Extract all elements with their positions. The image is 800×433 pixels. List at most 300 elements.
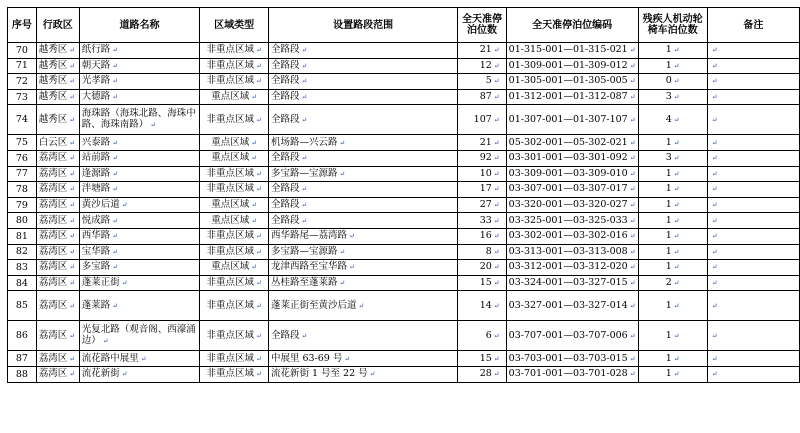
paragraph-mark-icon: ↵ [339,247,346,256]
cell-spots [458,228,506,244]
cell-spots [458,321,506,351]
cell-area-text: 非重点区域 [206,183,254,195]
paragraph-mark-icon: ↵ [629,201,636,210]
cell-area-text: 重点区域 [211,136,250,148]
header-district: 行政区 [36,8,79,43]
paragraph-mark-icon: ↵ [711,77,718,86]
cell-disabled-text: 1 [665,183,672,195]
cell-area [200,58,269,74]
cell-spots [458,89,506,105]
cell-area-text: 非重点区域 [206,299,254,311]
cell-code [506,182,638,198]
cell-range-text: 全路段 [270,152,300,164]
paragraph-mark-icon: ↵ [673,77,680,86]
paragraph-mark-icon: ↵ [629,232,636,241]
paragraph-mark-icon: ↵ [493,185,500,194]
header-area: 区域类型 [200,8,269,43]
cell-no-text: 86 [15,330,28,342]
table-row [8,366,800,382]
cell-district [36,275,79,291]
cell-spots [458,351,506,367]
paragraph-mark-icon: ↵ [711,331,718,340]
cell-district [36,321,79,351]
paragraph-mark-icon: ↵ [301,331,308,340]
cell-district [36,43,79,59]
paragraph-mark-icon: ↵ [673,46,680,55]
cell-range [268,197,457,213]
cell-district [36,166,79,182]
paragraph-mark-icon: ↵ [673,185,680,194]
paragraph-mark-icon: ↵ [711,154,718,163]
cell-road [79,105,200,135]
cell-spots-text: 87 [479,91,492,103]
paragraph-mark-icon: ↵ [251,138,258,147]
cell-district-text: 越秀区 [38,44,68,56]
cell-range-text: 全路段 [270,113,300,125]
cell-spots [458,244,506,260]
paragraph-mark-icon: ↵ [69,61,76,70]
paragraph-mark-icon: ↵ [711,263,718,272]
paragraph-mark-icon: ↵ [69,169,76,178]
cell-area-text: 非重点区域 [206,59,254,71]
cell-area-text: 重点区域 [211,91,250,103]
table-row [8,351,800,367]
cell-area [200,260,269,276]
paragraph-mark-icon: ↵ [301,154,308,163]
paragraph-mark-icon: ↵ [69,138,76,147]
paragraph-mark-icon: ↵ [493,263,500,272]
paragraph-mark-icon: ↵ [255,354,262,363]
cell-range [268,105,457,135]
cell-road [79,351,200,367]
cell-disabled-text: 1 [665,59,672,71]
cell-area [200,244,269,260]
cell-area-text: 重点区域 [211,199,250,211]
paragraph-mark-icon: ↵ [493,247,500,256]
cell-no [8,135,37,151]
cell-range-text: 全路段 [270,329,300,341]
cell-range-text: 龙津西路至宝华路 [270,261,347,273]
cell-code [506,291,638,321]
cell-no [8,150,37,166]
paragraph-mark-icon: ↵ [251,263,258,272]
cell-disabled [638,260,707,276]
cell-disabled-text: 1 [665,44,672,56]
cell-district-text: 白云区 [38,136,68,148]
cell-code-text: 01-312-001—01-312-087 [508,91,628,103]
cell-district-text: 荔湾区 [38,183,68,195]
paragraph-mark-icon: ↵ [711,247,718,256]
cell-code [506,213,638,229]
cell-disabled-text: 1 [665,299,672,311]
cell-code-text: 03-320-001—03-320-027 [508,199,628,211]
cell-disabled [638,105,707,135]
cell-note [707,89,799,105]
paragraph-mark-icon: ↵ [150,121,157,130]
cell-no [8,291,37,321]
cell-disabled-text: 2 [665,277,672,289]
cell-area [200,351,269,367]
cell-disabled [638,351,707,367]
cell-disabled-text: 1 [665,136,672,148]
paragraph-mark-icon: ↵ [493,354,500,363]
paragraph-mark-icon: ↵ [711,115,718,124]
cell-spots-text: 14 [479,299,492,311]
cell-no [8,89,37,105]
cell-spots-text: 21 [479,136,492,148]
cell-note [707,74,799,90]
cell-area-text: 非重点区域 [206,368,254,380]
paragraph-mark-icon: ↵ [629,93,636,102]
paragraph-mark-icon: ↵ [673,115,680,124]
cell-code [506,43,638,59]
cell-code-text: 03-325-001—03-325-033 [508,214,628,226]
cell-area [200,135,269,151]
cell-spots-text: 6 [485,329,492,341]
cell-spots-text: 16 [479,230,492,242]
table-row [8,105,800,135]
cell-disabled-text: 1 [665,261,672,273]
paragraph-mark-icon: ↵ [255,169,262,178]
cell-road [79,150,200,166]
paragraph-mark-icon: ↵ [711,232,718,241]
cell-range-text: 多宝路—宝源路 [270,245,338,257]
cell-road [79,166,200,182]
paragraph-mark-icon: ↵ [69,301,76,310]
cell-code [506,197,638,213]
paragraph-mark-icon: ↵ [711,301,718,310]
cell-no-text: 76 [15,152,28,164]
cell-area [200,291,269,321]
cell-road-text: 宝华路 [81,245,111,257]
paragraph-mark-icon: ↵ [121,279,128,288]
cell-spots-text: 107 [473,113,492,125]
cell-no-text: 88 [15,368,28,380]
cell-range [268,321,457,351]
cell-disabled [638,244,707,260]
cell-range [268,150,457,166]
paragraph-mark-icon: ↵ [629,61,636,70]
cell-district-text: 荔湾区 [38,214,68,226]
cell-district [36,150,79,166]
cell-district-text: 荔湾区 [38,261,68,273]
table-row [8,150,800,166]
paragraph-mark-icon: ↵ [112,46,119,55]
cell-road [79,135,200,151]
paragraph-mark-icon: ↵ [493,169,500,178]
cell-area-text: 重点区域 [211,214,250,226]
cell-no [8,321,37,351]
paragraph-mark-icon: ↵ [112,301,119,310]
cell-disabled [638,166,707,182]
cell-code [506,74,638,90]
paragraph-mark-icon: ↵ [711,138,718,147]
cell-range [268,260,457,276]
cell-no-text: 81 [15,230,28,242]
paragraph-mark-icon: ↵ [112,263,119,272]
cell-road-text: 蓬莱正街 [81,277,120,289]
paragraph-mark-icon: ↵ [301,115,308,124]
cell-district [36,58,79,74]
paragraph-mark-icon: ↵ [255,46,262,55]
cell-district-text: 越秀区 [38,113,68,125]
paragraph-mark-icon: ↵ [112,216,119,225]
cell-note [707,351,799,367]
paragraph-mark-icon: ↵ [301,77,308,86]
table-row [8,275,800,291]
paragraph-mark-icon: ↵ [112,61,119,70]
cell-code-text: 01-307-001—01-307-107 [508,113,628,125]
cell-range-text: 全路段 [270,183,300,195]
cell-note [707,321,799,351]
cell-road-text: 站前路 [81,152,111,164]
paragraph-mark-icon: ↵ [251,201,258,210]
header-range: 设置路段范围 [268,8,457,43]
cell-code [506,135,638,151]
cell-range [268,213,457,229]
cell-code-text: 03-301-001—03-301-092 [508,152,628,164]
document-page [7,7,800,383]
cell-range [268,74,457,90]
cell-disabled [638,182,707,198]
paragraph-mark-icon: ↵ [369,370,376,379]
cell-code [506,89,638,105]
cell-code [506,321,638,351]
paragraph-mark-icon: ↵ [69,77,76,86]
paragraph-mark-icon: ↵ [673,61,680,70]
cell-area [200,366,269,382]
paragraph-mark-icon: ↵ [251,154,258,163]
cell-disabled-text: 1 [665,230,672,242]
cell-code [506,366,638,382]
cell-note [707,166,799,182]
cell-code-text: 01-305-001—01-305-005 [508,75,628,87]
paragraph-mark-icon: ↵ [69,115,76,124]
paragraph-mark-icon: ↵ [493,370,500,379]
paragraph-mark-icon: ↵ [673,370,680,379]
paragraph-mark-icon: ↵ [255,185,262,194]
cell-disabled [638,58,707,74]
paragraph-mark-icon: ↵ [629,77,636,86]
cell-no-text: 70 [15,44,28,56]
paragraph-mark-icon: ↵ [112,154,119,163]
cell-code [506,166,638,182]
cell-area [200,43,269,59]
cell-area-text: 重点区域 [211,261,250,273]
paragraph-mark-icon: ↵ [493,61,500,70]
paragraph-mark-icon: ↵ [301,46,308,55]
cell-road-text: 泮塘路 [81,183,111,195]
cell-district [36,291,79,321]
cell-range [268,366,457,382]
cell-disabled [638,43,707,59]
cell-note [707,150,799,166]
cell-note [707,244,799,260]
cell-area [200,228,269,244]
cell-area [200,213,269,229]
paragraph-mark-icon: ↵ [301,185,308,194]
paragraph-mark-icon: ↵ [348,263,355,272]
paragraph-mark-icon: ↵ [673,247,680,256]
cell-disabled-text: 1 [665,352,672,364]
cell-range-text: 全路段 [270,199,300,211]
cell-no-text: 73 [15,91,28,103]
cell-area [200,275,269,291]
cell-disabled-text: 1 [665,245,672,257]
cell-district-text: 荔湾区 [38,277,68,289]
cell-no [8,74,37,90]
paragraph-mark-icon: ↵ [493,138,500,147]
cell-code-text: 03-327-001—03-327-014 [508,299,628,311]
table-row [8,291,800,321]
cell-road-text: 流花新街 [81,368,120,380]
cell-area-text: 非重点区域 [206,245,254,257]
paragraph-mark-icon: ↵ [711,201,718,210]
paragraph-mark-icon: ↵ [673,301,680,310]
cell-spots-text: 20 [479,261,492,273]
cell-area [200,182,269,198]
paragraph-mark-icon: ↵ [255,370,262,379]
cell-range [268,135,457,151]
paragraph-mark-icon: ↵ [301,61,308,70]
cell-district-text: 越秀区 [38,75,68,87]
cell-no-text: 87 [15,353,28,365]
cell-area [200,89,269,105]
paragraph-mark-icon: ↵ [121,370,128,379]
cell-road-text: 流花路中展里 [81,352,139,364]
cell-spots [458,58,506,74]
cell-area [200,321,269,351]
cell-road-text: 海珠路（海珠北路、海珠中路、海珠南路） [81,108,196,131]
cell-area [200,150,269,166]
cell-no [8,260,37,276]
cell-no-text: 79 [15,199,28,211]
cell-road [79,244,200,260]
cell-district-text: 荔湾区 [38,167,68,179]
cell-range [268,58,457,74]
cell-spots-text: 5 [485,75,492,87]
cell-area [200,74,269,90]
cell-road-text: 蓬莱路 [81,299,111,311]
cell-range-text: 全路段 [270,91,300,103]
paragraph-mark-icon: ↵ [301,201,308,210]
cell-spots [458,197,506,213]
cell-road [79,260,200,276]
cell-road [79,291,200,321]
paragraph-mark-icon: ↵ [69,263,76,272]
cell-note [707,182,799,198]
cell-no-text: 74 [15,114,28,126]
cell-road-text: 光孝路 [81,75,111,87]
paragraph-mark-icon: ↵ [348,232,355,241]
cell-road-text: 黄沙后道 [81,199,120,211]
paragraph-mark-icon: ↵ [112,247,119,256]
paragraph-mark-icon: ↵ [711,185,718,194]
header-code: 全天准停泊位编码 [506,8,638,43]
paragraph-mark-icon: ↵ [255,77,262,86]
cell-district [36,260,79,276]
paragraph-mark-icon: ↵ [629,331,636,340]
cell-no [8,105,37,135]
cell-disabled [638,213,707,229]
paragraph-mark-icon: ↵ [255,247,262,256]
cell-note [707,275,799,291]
cell-area [200,166,269,182]
paragraph-mark-icon: ↵ [301,93,308,102]
cell-spots-text: 17 [479,183,492,195]
table-row [8,260,800,276]
paragraph-mark-icon: ↵ [629,46,636,55]
cell-disabled [638,150,707,166]
cell-disabled [638,321,707,351]
cell-district [36,182,79,198]
cell-range-text: 中展里 63-69 号 [270,352,343,364]
cell-district [36,74,79,90]
cell-spots [458,182,506,198]
cell-road-text: 悦成路 [81,214,111,226]
cell-district [36,366,79,382]
paragraph-mark-icon: ↵ [673,169,680,178]
cell-district-text: 荔湾区 [38,199,68,211]
paragraph-mark-icon: ↵ [251,216,258,225]
table-row [8,166,800,182]
paragraph-mark-icon: ↵ [112,138,119,147]
paragraph-mark-icon: ↵ [493,331,500,340]
cell-area-text: 非重点区域 [206,329,254,341]
cell-district-text: 荔湾区 [38,368,68,380]
paragraph-mark-icon: ↵ [673,279,680,288]
paragraph-mark-icon: ↵ [69,201,76,210]
cell-spots [458,105,506,135]
cell-code-text: 03-302-001—03-302-016 [508,230,628,242]
cell-code-text: 03-324-001—03-327-015 [508,277,628,289]
cell-spots-text: 12 [479,59,492,71]
cell-no-text: 71 [15,60,28,72]
paragraph-mark-icon: ↵ [629,185,636,194]
paragraph-mark-icon: ↵ [69,279,76,288]
paragraph-mark-icon: ↵ [255,61,262,70]
header-disabled: 残疾人机动轮椅车泊位数 [638,8,707,43]
cell-district [36,105,79,135]
cell-spots [458,275,506,291]
table-row [8,213,800,229]
paragraph-mark-icon: ↵ [493,93,500,102]
cell-no-text: 83 [15,261,28,273]
cell-no-text: 75 [15,137,28,149]
paragraph-mark-icon: ↵ [711,370,718,379]
paragraph-mark-icon: ↵ [140,354,147,363]
cell-district-text: 荔湾区 [38,230,68,242]
paragraph-mark-icon: ↵ [493,216,500,225]
cell-spots-text: 15 [479,352,492,364]
cell-spots [458,366,506,382]
cell-spots [458,150,506,166]
paragraph-mark-icon: ↵ [629,247,636,256]
paragraph-mark-icon: ↵ [69,331,76,340]
paragraph-mark-icon: ↵ [673,93,680,102]
cell-district-text: 荔湾区 [38,152,68,164]
cell-no [8,43,37,59]
cell-road-text: 朝天路 [81,59,111,71]
cell-range-text: 全路段 [270,44,300,56]
cell-spots-text: 15 [479,277,492,289]
paragraph-mark-icon: ↵ [711,216,718,225]
cell-code [506,150,638,166]
cell-range [268,275,457,291]
cell-district [36,89,79,105]
paragraph-mark-icon: ↵ [251,93,258,102]
paragraph-mark-icon: ↵ [629,154,636,163]
